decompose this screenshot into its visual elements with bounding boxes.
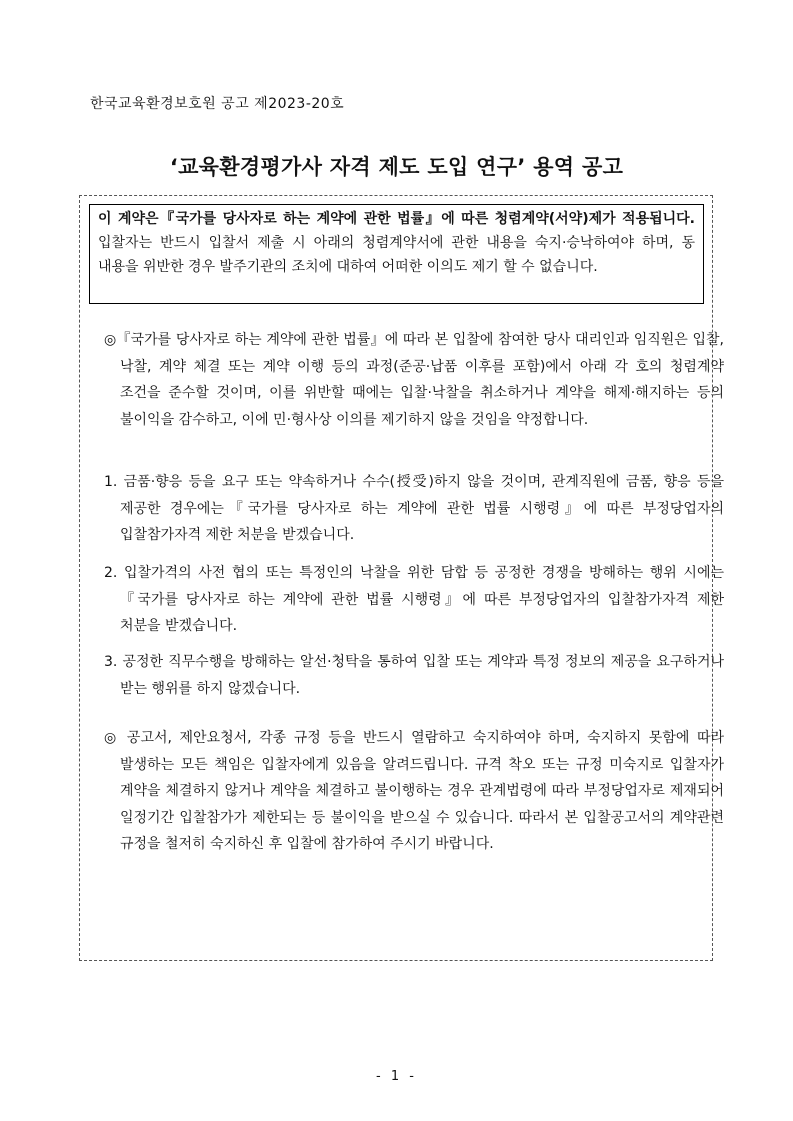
pledge-paragraph: ◎『국가를 당사자로 하는 계약에 관한 법률』에 따라 본 입찰에 참여한 당사 대리인과 임직원은 입찰, 낙찰, 계약 체결 또는 계약 이행 등의 과정(준공·납품 이후를 포함)에서 아래 각 호의 청렴계약 조건을 준수할 것이며, 이를 위반할 때에는 입찰·낙찰을 취소하거나 계약을 해제·해지하는 등의 불이익을 감수하고, 이에 민·형사상 이의를 제기하지 않을 것임을 약정합니다. [104, 332, 724, 428]
condition-item-3: 3. 공정한 직무수행을 방해하는 알선·청탁을 통하여 입찰 또는 계약과 특정 정보의 제공을 요구하거나 받는 행위를 하지 않겠습니다. [104, 654, 724, 697]
notice-number: 한국교육환경보호원 공고 제2023-20호 [90, 96, 345, 112]
page-number: - 1 - [376, 1069, 417, 1084]
integrity-box-bold-text: 이 계약은『국가를 당사자로 하는 계약에 관한 법률』에 따른 청렴계약(서약)제가 적용됩니다. [98, 211, 695, 227]
condition-item-2: 2. 입찰가격의 사전 협의 또는 특정인의 낙찰을 위한 담합 등 공정한 경쟁을 방해하는 행위 시에는『국가를 당사자로 하는 계약에 관한 법률 시행령』에 따른 부정당업자의 입찰참가자격 제한 처분을 받겠습니다. [104, 565, 724, 634]
document-title: ‘교육환경평가사 자격 제도 도입 연구’ 용역 공고 [169, 155, 624, 179]
warning-paragraph: ◎ 공고서, 제안요청서, 각종 규정 등을 반드시 열람하고 숙지하여야 하며, 숙지하지 못함에 따라 발생하는 모든 책임은 입찰자에게 있음을 알려드립니다. 규격 착오 또는 규정 미숙지로 입찰자가 계약을 체결하지 않거나 계약을 체결하고 불이행하는 경우 관계법령에 따라 부정당업자로 제재되어 일정기간 입찰참가가 제한되는 등 불이익을 받으실 수 있습니다. 따라서 본 입찰공고서의 계약관련 규정을 철저히 숙지하신 후 입찰에 참가하여 주시기 바랍니다. [104, 730, 724, 852]
integrity-contract-box [89, 204, 704, 304]
condition-item-1: 1. 금품·향응 등을 요구 또는 약속하거나 수수(授受)하지 않을 것이며, 관계직원에 금품, 향응 등을 제공한 경우에는『국가를 당사자로 하는 계약에 관한 법률 시행령』에 따른 부정당업자의 입찰참가자격 제한 처분을 받겠습니다. [104, 474, 724, 543]
integrity-box-text: 입찰자는 반드시 입찰서 제출 시 아래의 청렴계약서에 관한 내용을 숙지·승낙하여야 하며, 동 내용을 위반한 경우 발주기관의 조치에 대하여 어떠한 이의도 제기 할 수 없습니다. [98, 235, 695, 275]
